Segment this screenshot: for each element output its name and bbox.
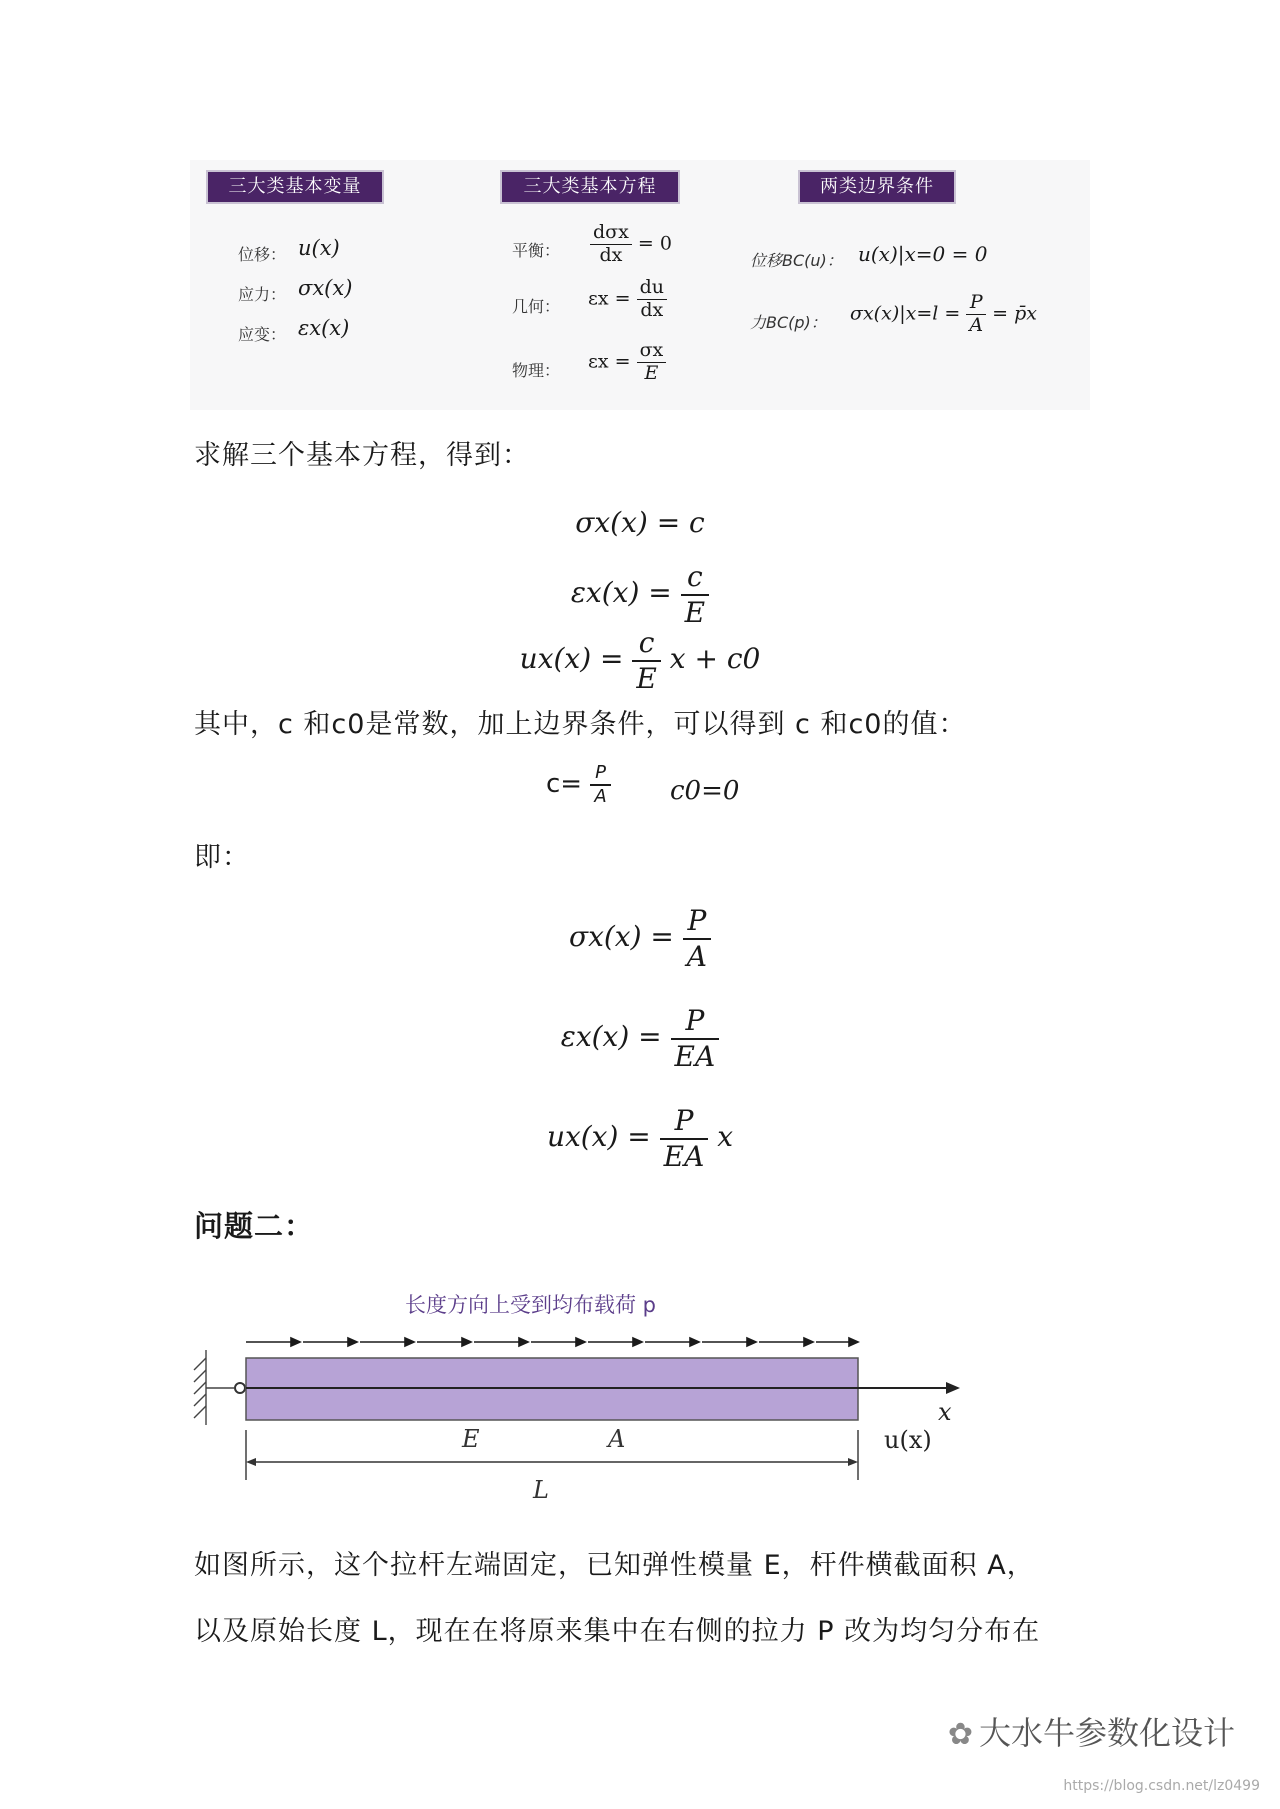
- bc-label-displacement: 位移BC(u)：: [750, 251, 843, 270]
- const-c0: c0=0: [670, 776, 740, 806]
- modulus-label: E: [462, 1425, 480, 1453]
- pin-joint: [235, 1383, 245, 1393]
- bc-displacement: u(x)|x=0 = 0: [858, 242, 988, 266]
- length-label: L: [533, 1476, 549, 1504]
- eq1-displacement: ux(x) = $\frac{c}{E}$ x + c0: [519, 626, 761, 695]
- eq2-strain: εx(x) = $\frac{P}{EA}$: [0, 1004, 1280, 1073]
- var-expr-stress: σx(x): [298, 276, 353, 300]
- var-label-strain: 应变：: [238, 325, 287, 344]
- problem-two-heading: 问题二：: [194, 1209, 315, 1243]
- wechat-icon: ✿: [947, 1717, 973, 1752]
- eq1-strain: εx(x) = $\frac{c}{E}$: [0, 560, 1280, 629]
- eq-equilibrium: $\frac{\text{dσx}}{dx}$ = 0: [590, 222, 672, 267]
- var-expr-displacement: u(x): [298, 236, 340, 260]
- that-is-text: 即：: [194, 842, 250, 873]
- header-variables: 三大类基本变量: [206, 170, 384, 204]
- load-label: 长度方向上受到均布载荷 p: [405, 1293, 657, 1317]
- fixed-support: [194, 1350, 206, 1425]
- axis-x-label: x: [938, 1398, 952, 1426]
- eq2-stress: σx(x) = $\frac{P}{A}$: [0, 904, 1280, 973]
- var-label-displacement: 位移：: [238, 245, 287, 264]
- watermark: ✿ 大水牛参数化设计: [947, 1714, 1235, 1752]
- eq-physical: εx = $\frac{\sigma x}{E}$: [588, 340, 666, 385]
- eq-label-equilibrium: 平衡：: [512, 241, 561, 260]
- x-axis-arrow: [946, 1382, 960, 1394]
- eq-label-physical: 物理：: [512, 361, 561, 380]
- bc-label-force: 力BC(p)：: [750, 313, 827, 332]
- displacement-label: u(x): [884, 1426, 932, 1454]
- var-label-stress: 应力：: [238, 285, 287, 304]
- summary-figure: [190, 160, 1090, 410]
- source-url: https://blog.csdn.net/lz0499: [1063, 1778, 1260, 1794]
- description-line-2: 以及原始长度 L，现在在将原来集中在右侧的拉力 P 改为均匀分布在: [194, 1616, 1041, 1647]
- header-bcs: 两类边界条件: [798, 170, 956, 204]
- eq1-stress-const: σx(x) = c: [575, 506, 705, 539]
- distributed-load-arrows: [246, 1338, 858, 1346]
- eq-geometry: εx = $\frac{du}{dx}$: [588, 277, 667, 322]
- constants-text: 其中，c 和c0是常数，加上边界条件，可以得到 c 和c0的值：: [194, 709, 967, 740]
- bc-force: σx(x)|x=l = $\frac{P}{A}$ = p̄x: [850, 291, 1037, 336]
- var-expr-strain: εx(x): [298, 316, 350, 340]
- solve-intro-text: 求解三个基本方程，得到：: [194, 440, 530, 471]
- area-label: A: [608, 1425, 626, 1453]
- bar-diagram: [190, 1290, 990, 1510]
- eq-label-geometry: 几何：: [512, 297, 561, 316]
- description-line-1: 如图所示，这个拉杆左端固定，已知弹性模量 E，杆件横截面积 A，: [194, 1550, 1035, 1581]
- const-c: c= $\frac{P}{A}$: [546, 762, 611, 807]
- eq2-displacement: ux(x) = $\frac{P}{EA}$ x: [546, 1104, 734, 1173]
- header-equations: 三大类基本方程: [500, 170, 680, 204]
